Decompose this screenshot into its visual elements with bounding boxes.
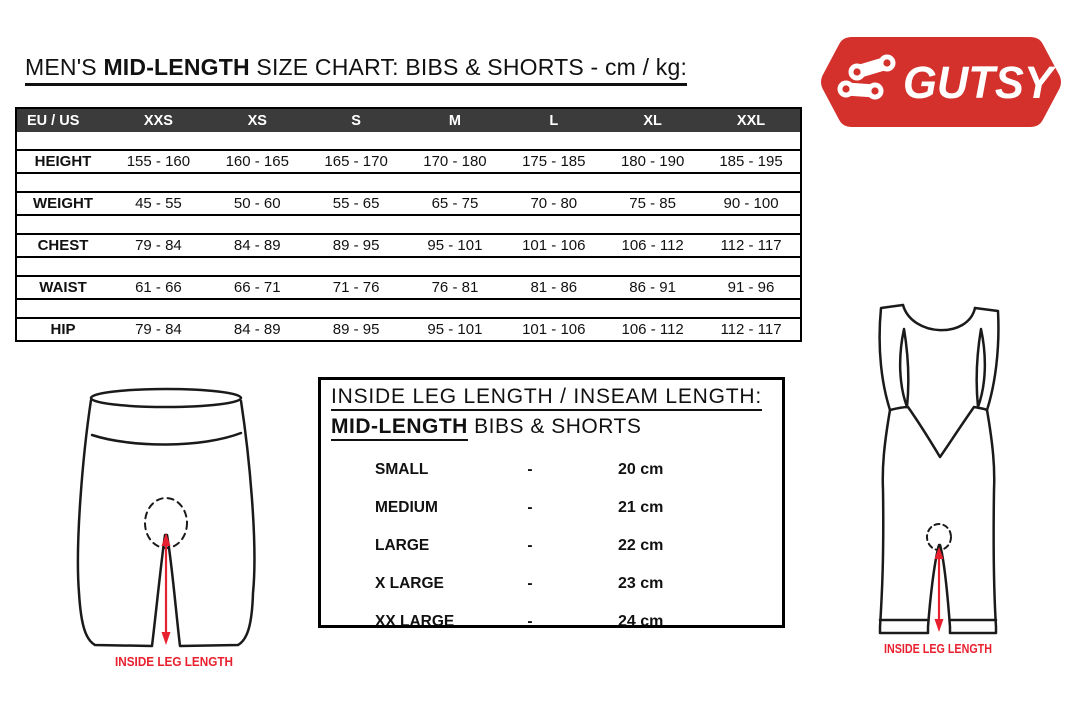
spacer-row — [16, 173, 801, 192]
spacer-cell — [16, 132, 801, 150]
cell-value: 106 - 112 — [603, 318, 702, 341]
cell-value: 160 - 165 — [208, 150, 307, 173]
cell-value: 79 - 84 — [109, 234, 208, 257]
inseam-value: 20 cm — [618, 461, 664, 478]
inseam-separator: - — [527, 461, 533, 478]
row-label: CHEST — [16, 234, 109, 257]
spacer-cell — [16, 173, 801, 192]
cell-value: 55 - 65 — [307, 192, 406, 215]
cell-value: 175 - 185 — [504, 150, 603, 173]
shorts-waist-opening — [91, 389, 241, 407]
inseam-rows — [331, 451, 772, 628]
inseam-row-small — [375, 451, 772, 489]
inseam-row-x-large — [375, 565, 772, 603]
gutsy-logo — [819, 36, 1063, 128]
inseam-separator: - — [527, 499, 533, 516]
cell-value: 70 - 80 — [504, 192, 603, 215]
shorts-waistband-seam — [92, 433, 241, 445]
table-row-hip — [16, 318, 801, 341]
spacer-cell — [16, 299, 801, 318]
inseam-panel-subtitle — [331, 415, 772, 439]
spacer-row — [16, 299, 801, 318]
brand-name: GUTSY — [903, 57, 1057, 108]
cell-value: 101 - 106 — [504, 234, 603, 257]
spacer-cell — [16, 257, 801, 276]
cell-value: 112 - 117 — [702, 318, 801, 341]
cell-value: 66 - 71 — [208, 276, 307, 299]
cell-value: 79 - 84 — [109, 318, 208, 341]
row-label: WEIGHT — [16, 192, 109, 215]
inseam-row-large — [375, 527, 772, 565]
inseam-value: 22 cm — [618, 537, 664, 554]
cell-value: 90 - 100 — [702, 192, 801, 215]
title-prefix: MEN'S — [25, 54, 104, 80]
cell-value: 101 - 106 — [504, 318, 603, 341]
header-cell-m: M — [406, 108, 505, 132]
cell-value: 112 - 117 — [702, 234, 801, 257]
cell-value: 106 - 112 — [603, 234, 702, 257]
bib-caption: INSIDE LEG LENGTH — [884, 642, 992, 656]
shorts-caption: INSIDE LEG LENGTH — [115, 654, 233, 669]
header-cell-xs: XS — [208, 108, 307, 132]
inseam-separator: - — [527, 613, 533, 628]
cell-value: 84 - 89 — [208, 318, 307, 341]
bib-neckline — [903, 305, 975, 330]
cell-value: 89 - 95 — [307, 318, 406, 341]
bib-front-scoop — [890, 407, 987, 457]
header-cell-l: L — [504, 108, 603, 132]
cell-value: 95 - 101 — [406, 234, 505, 257]
inseam-row-xx-large — [375, 603, 772, 628]
row-label: HIP — [16, 318, 109, 341]
table-header-row — [16, 108, 801, 132]
table-row-height — [16, 150, 801, 173]
cell-value: 170 - 180 — [406, 150, 505, 173]
cell-value: 61 - 66 — [109, 276, 208, 299]
spacer-row — [16, 132, 801, 150]
spacer-cell — [16, 215, 801, 234]
bib-armhole-left — [900, 329, 908, 407]
inseam-size-label: XX LARGE — [375, 613, 455, 628]
inseam-value: 24 cm — [618, 613, 664, 628]
bib-shorts-figure — [860, 295, 1030, 675]
inseam-separator: - — [527, 575, 533, 592]
inseam-panel-title — [331, 385, 772, 409]
header-cell-xl: XL — [603, 108, 702, 132]
cell-value: 185 - 195 — [702, 150, 801, 173]
inseam-size-label: MEDIUM — [375, 499, 438, 516]
cell-value: 155 - 160 — [109, 150, 208, 173]
cell-value: 84 - 89 — [208, 234, 307, 257]
inseam-value: 23 cm — [618, 575, 664, 592]
row-label: WAIST — [16, 276, 109, 299]
cell-value: 81 - 86 — [504, 276, 603, 299]
header-cell-xxs: XXS — [109, 108, 208, 132]
cell-value: 50 - 60 — [208, 192, 307, 215]
spacer-row — [16, 257, 801, 276]
title-emphasis: MID-LENGTH — [103, 54, 250, 80]
table-row-chest — [16, 234, 801, 257]
cell-value: 165 - 170 — [307, 150, 406, 173]
spacer-row — [16, 215, 801, 234]
inseam-row-medium — [375, 489, 772, 527]
inseam-value: 21 cm — [618, 499, 664, 516]
inseam-separator: - — [527, 537, 533, 554]
cell-value: 71 - 76 — [307, 276, 406, 299]
cell-value: 65 - 75 — [406, 192, 505, 215]
cell-value: 75 - 85 — [603, 192, 702, 215]
cell-value: 89 - 95 — [307, 234, 406, 257]
cell-value: 95 - 101 — [406, 318, 505, 341]
table-row-waist — [16, 276, 801, 299]
header-cell-xxl: XXL — [702, 108, 801, 132]
cell-value: 86 - 91 — [603, 276, 702, 299]
table-row-weight — [16, 192, 801, 215]
cell-value: 76 - 81 — [406, 276, 505, 299]
inseam-size-label: X LARGE — [375, 575, 444, 592]
cell-value: 45 - 55 — [109, 192, 208, 215]
shorts-figure — [62, 378, 302, 678]
cell-value: 180 - 190 — [603, 150, 702, 173]
inseam-subtitle-suffix: BIBS & SHORTS — [467, 415, 642, 438]
page-title — [25, 54, 687, 81]
inseam-panel — [318, 377, 785, 628]
bib-armhole-right — [977, 329, 985, 407]
row-label: HEIGHT — [16, 150, 109, 173]
header-cell-eu-us: EU / US — [16, 108, 109, 132]
inseam-title-text: INSIDE LEG LENGTH / INSEAM LENGTH: — [331, 385, 762, 411]
header-cell-s: S — [307, 108, 406, 132]
inseam-size-label: LARGE — [375, 537, 430, 554]
inseam-subtitle-emphasis: MID-LENGTH — [331, 415, 468, 441]
title-suffix: SIZE CHART: BIBS & SHORTS - cm / kg: — [249, 54, 688, 80]
inseam-size-label: SMALL — [375, 461, 429, 478]
size-chart-table — [15, 107, 802, 342]
cell-value: 91 - 96 — [702, 276, 801, 299]
